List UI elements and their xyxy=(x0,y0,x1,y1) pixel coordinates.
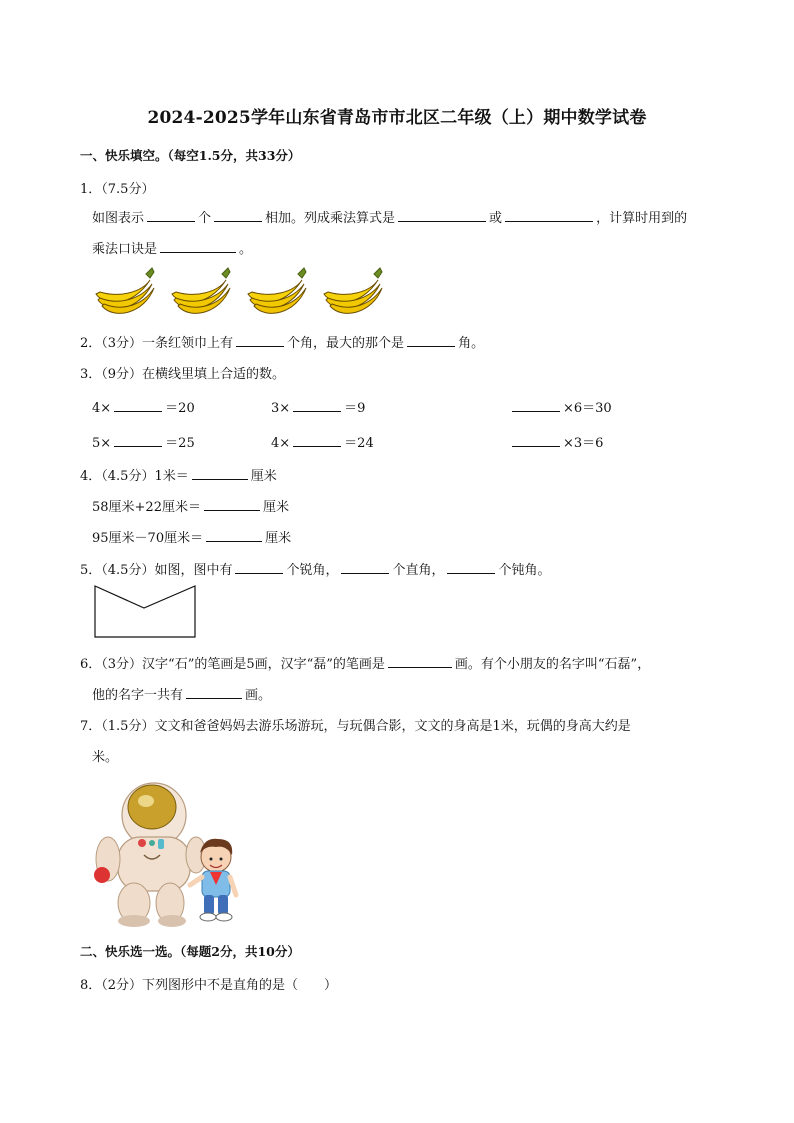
blank[interactable] xyxy=(512,435,560,447)
blank[interactable] xyxy=(505,210,593,222)
blank[interactable] xyxy=(186,687,242,699)
question-6-line-2: 他的名字一共有 画。 xyxy=(92,688,272,703)
blank[interactable] xyxy=(206,530,262,542)
blank[interactable] xyxy=(293,435,341,447)
question-7-line-1: 7．（1.5分）文文和爸爸妈妈去游乐场游玩，与玩偶合影，文文的身高是1米，玩偶的身高大约是 xyxy=(80,719,631,734)
question-3-header: 3．（9分）在横线里填上合适的数。 xyxy=(80,367,286,382)
banana-bunches-figure xyxy=(90,262,390,322)
blank[interactable] xyxy=(204,499,260,511)
q3-item: 5× ＝25 xyxy=(92,436,195,451)
blank[interactable] xyxy=(236,335,284,347)
question-4-line-3: 95厘米－70厘米＝ 厘米 xyxy=(92,531,292,546)
page-title: 2024-2025学年山东省青岛市市北区二年级（上）期中数学试卷 xyxy=(147,108,647,128)
astronaut-and-child-illustration xyxy=(92,775,242,930)
q3-item: 3× ＝9 xyxy=(271,401,366,416)
question-8: 8．（2分）下列图形中不是直角的是（ ） xyxy=(80,978,338,993)
astronaut-icon xyxy=(94,783,206,927)
blank[interactable] xyxy=(214,210,262,222)
question-1-line-1: 如图表示 个 相加。列成乘法算式是 或 ，计算时用到的 xyxy=(92,211,688,226)
question-1-line-2: 乘法口诀是 。 xyxy=(92,242,253,257)
angle-figure xyxy=(94,585,198,639)
blank[interactable] xyxy=(147,210,195,222)
blank[interactable] xyxy=(114,400,162,412)
blank[interactable] xyxy=(160,241,236,253)
blank[interactable] xyxy=(512,400,560,412)
banana-icon xyxy=(248,268,306,313)
q3-item: ×6＝30 xyxy=(509,397,612,416)
question-4-line-1: 4．（4.5分）1米＝ 厘米 xyxy=(80,469,277,484)
q3-item: 4× ＝24 xyxy=(271,436,374,451)
banana-icon xyxy=(324,268,382,313)
banana-icon xyxy=(96,268,154,313)
blank[interactable] xyxy=(388,656,452,668)
q3-item: 4× ＝20 xyxy=(92,401,195,416)
blank[interactable] xyxy=(192,468,248,480)
blank[interactable] xyxy=(235,562,283,574)
blank[interactable] xyxy=(341,562,389,574)
banana-icon xyxy=(172,268,230,313)
blank[interactable] xyxy=(398,210,486,222)
question-1-header: 1．（7.5分） xyxy=(80,182,155,197)
question-6-line-1: 6．（3分）汉字“石”的笔画是5画，汉字“磊”的笔画是 画。有个小朋友的名字叫“石磊”， xyxy=(80,657,651,672)
section-1-heading: 一、快乐填空。（每空1.5分，共33分） xyxy=(80,148,301,163)
blank[interactable] xyxy=(447,562,495,574)
question-7-line-2: 米。 xyxy=(92,750,119,765)
blank[interactable] xyxy=(114,435,162,447)
q3-item: ×3＝6 xyxy=(509,432,603,451)
question-2: 2．（3分）一条红领巾上有 个角，最大的那个是 角。 xyxy=(80,336,485,351)
blank[interactable] xyxy=(407,335,455,347)
section-2-heading: 二、快乐选一选。（每题2分，共10分） xyxy=(80,944,300,959)
blank[interactable] xyxy=(293,400,341,412)
question-4-line-2: 58厘米+22厘米＝ 厘米 xyxy=(92,500,289,515)
question-5: 5．（4.5分）如图，图中有 个锐角， 个直角， 个钝角。 xyxy=(80,563,551,578)
